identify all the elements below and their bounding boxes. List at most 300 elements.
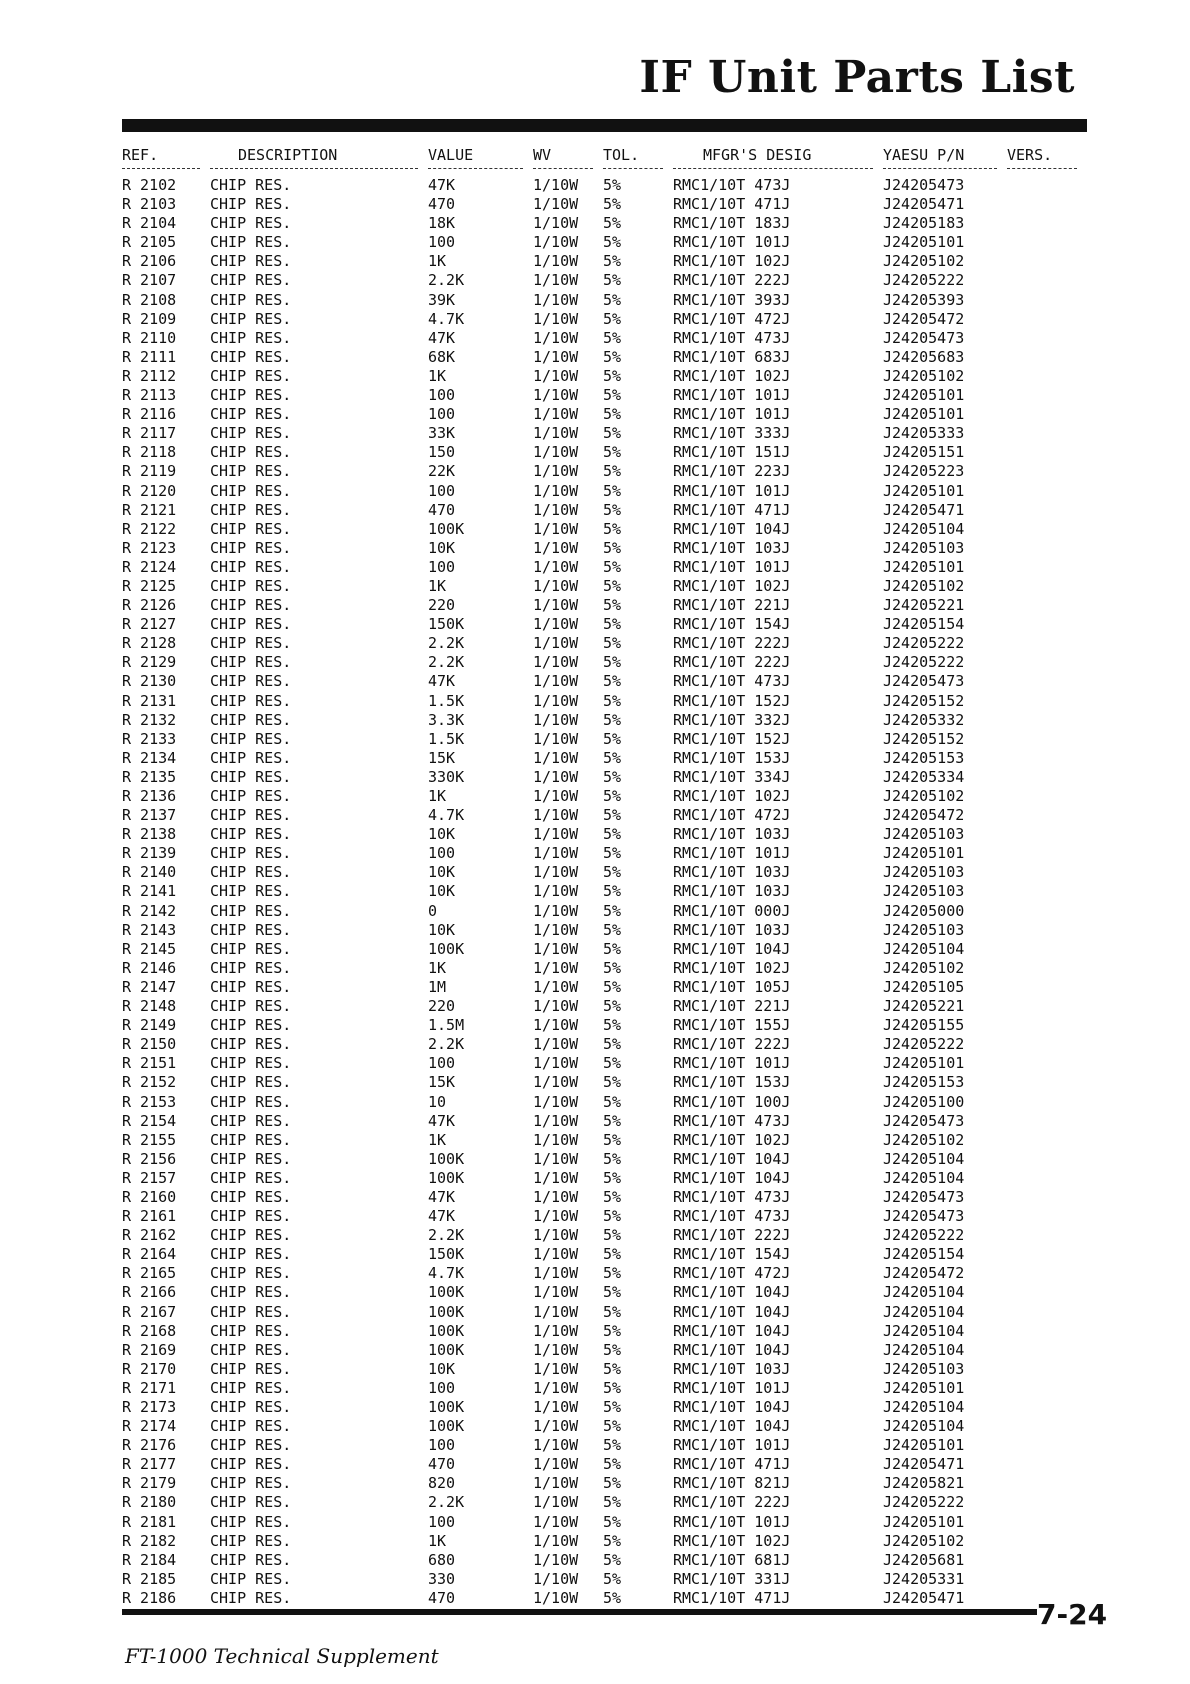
table-row <box>122 482 1087 501</box>
tol-cell: 5% <box>603 977 622 996</box>
description-cell: CHIP RES. <box>210 290 292 309</box>
tol-cell: 5% <box>603 1054 622 1073</box>
value-cell: 2.2K <box>428 634 465 653</box>
mfgr-cell: RMC1/10T 104J <box>673 519 791 538</box>
vers-cell <box>1007 1188 1087 1207</box>
table-row <box>122 252 1087 271</box>
vers-cell <box>1007 634 1087 653</box>
vers-cell <box>1007 1436 1087 1455</box>
description-cell: CHIP RES. <box>210 576 292 595</box>
header-divider <box>122 166 1087 176</box>
ref-cell: R 2143 <box>122 920 177 939</box>
yaesu-pn-cell: J24205102 <box>883 787 965 805</box>
mfgr-cell: RMC1/10T 221J <box>673 596 791 615</box>
mfgr-cell: RMC1/10T 101J <box>673 1512 791 1531</box>
mfgr-cell: RMC1/10T 473J <box>673 176 791 194</box>
mfgr-cell: RMC1/10T 222J <box>673 1035 791 1054</box>
vers-cell <box>1007 1379 1087 1398</box>
yaesu-pn-cell: J24205222 <box>883 653 965 672</box>
mfgr-cell: RMC1/10T 103J <box>673 920 791 939</box>
wv-cell: 1/10W <box>533 997 579 1016</box>
table-row <box>122 749 1087 768</box>
wv-cell: 1/10W <box>533 653 579 672</box>
value-cell: 680 <box>428 1550 456 1569</box>
wv-cell: 1/10W <box>533 462 579 481</box>
vers-cell <box>1007 1283 1087 1302</box>
value-cell: 1M <box>428 977 447 996</box>
mfgr-cell: RMC1/10T 103J <box>673 863 791 882</box>
table-row <box>122 615 1087 634</box>
vers-cell <box>1007 921 1087 940</box>
description-cell: CHIP RES. <box>210 481 292 500</box>
ref-cell: R 2119 <box>122 462 177 481</box>
tol-cell: 5% <box>603 615 622 634</box>
vers-cell <box>1007 1532 1087 1551</box>
table-row <box>122 1207 1087 1226</box>
wv-cell: 1/10W <box>533 748 579 767</box>
yaesu-pn-cell: J24205103 <box>883 863 965 882</box>
table-row <box>122 902 1087 921</box>
ref-cell: R 2179 <box>122 1474 177 1493</box>
table-row <box>122 271 1087 290</box>
yaesu-pn-cell: J24205102 <box>883 576 965 595</box>
ref-cell: R 2108 <box>122 290 177 309</box>
ref-cell: R 2145 <box>122 939 177 958</box>
description-cell: CHIP RES. <box>210 977 292 996</box>
table-row <box>122 768 1087 787</box>
table-row <box>122 596 1087 615</box>
yaesu-pn-cell: J24205221 <box>883 997 965 1016</box>
col-header-description: DESCRIPTION <box>238 146 338 164</box>
tol-cell: 5% <box>603 901 622 920</box>
vers-cell <box>1007 1226 1087 1245</box>
yaesu-pn-cell: J24205821 <box>883 1474 965 1493</box>
tol-cell: 5% <box>603 1588 622 1607</box>
mfgr-cell: RMC1/10T 100J <box>673 1092 791 1111</box>
mfgr-cell: RMC1/10T 102J <box>673 576 791 595</box>
tol-cell: 5% <box>603 1398 622 1416</box>
tol-cell: 5% <box>603 1474 622 1493</box>
vers-cell <box>1007 539 1087 558</box>
value-cell: 100 <box>428 233 456 252</box>
vers-cell <box>1007 768 1087 787</box>
wv-cell: 1/10W <box>533 176 579 194</box>
description-cell: CHIP RES. <box>210 309 292 328</box>
value-cell: 100K <box>428 1417 465 1436</box>
ref-cell: R 2174 <box>122 1417 177 1436</box>
table-row <box>122 634 1087 653</box>
vers-cell <box>1007 214 1087 233</box>
tol-cell: 5% <box>603 1073 622 1092</box>
table-row <box>122 692 1087 711</box>
ref-cell: R 2160 <box>122 1187 177 1206</box>
ref-cell: R 2138 <box>122 825 177 844</box>
wv-cell: 1/10W <box>533 1512 579 1531</box>
value-cell: 100K <box>428 939 465 958</box>
table-row <box>122 1283 1087 1302</box>
tol-cell: 5% <box>603 1035 622 1054</box>
value-cell: 470 <box>428 1588 456 1607</box>
table-row <box>122 863 1087 882</box>
tol-cell: 5% <box>603 1493 622 1512</box>
mfgr-cell: RMC1/10T 821J <box>673 1474 791 1493</box>
vers-cell <box>1007 1169 1087 1188</box>
ref-cell: R 2128 <box>122 634 177 653</box>
value-cell: 330 <box>428 1569 456 1588</box>
description-cell: CHIP RES. <box>210 939 292 958</box>
description-cell: CHIP RES. <box>210 1187 292 1206</box>
description-cell: CHIP RES. <box>210 1168 292 1187</box>
wv-cell: 1/10W <box>533 920 579 939</box>
mfgr-cell: RMC1/10T 393J <box>673 290 791 309</box>
description-cell: CHIP RES. <box>210 1016 292 1035</box>
yaesu-pn-cell: J24205473 <box>883 328 965 347</box>
description-cell: CHIP RES. <box>210 901 292 920</box>
yaesu-pn-cell: J24205334 <box>883 767 965 786</box>
yaesu-pn-cell: J24205102 <box>883 252 965 271</box>
wv-cell: 1/10W <box>533 672 579 691</box>
mfgr-cell: RMC1/10T 103J <box>673 538 791 557</box>
table-row <box>122 386 1087 405</box>
table-row <box>122 1532 1087 1551</box>
description-cell: CHIP RES. <box>210 672 292 691</box>
wv-cell: 1/10W <box>533 634 579 653</box>
wv-cell: 1/10W <box>533 1168 579 1187</box>
tol-cell: 5% <box>603 309 622 328</box>
description-cell: CHIP RES. <box>210 691 292 710</box>
value-cell: 150 <box>428 443 456 462</box>
tol-cell: 5% <box>603 328 622 347</box>
tol-cell: 5% <box>603 1187 622 1206</box>
table-row <box>122 558 1087 577</box>
tol-cell: 5% <box>603 1016 622 1035</box>
description-cell: CHIP RES. <box>210 538 292 557</box>
tol-cell: 5% <box>603 1531 622 1550</box>
value-cell: 15K <box>428 748 456 767</box>
ref-cell: R 2106 <box>122 252 177 271</box>
vers-cell <box>1007 1455 1087 1474</box>
mfgr-cell: RMC1/10T 222J <box>673 1493 791 1512</box>
ref-cell: R 2150 <box>122 1035 177 1054</box>
description-cell: CHIP RES. <box>210 1531 292 1550</box>
wv-cell: 1/10W <box>533 1111 579 1130</box>
vers-cell <box>1007 730 1087 749</box>
col-header-tol: TOL. <box>603 146 640 164</box>
yaesu-pn-cell: J24205222 <box>883 1493 965 1512</box>
ref-cell: R 2135 <box>122 767 177 786</box>
mfgr-cell: RMC1/10T 102J <box>673 366 791 385</box>
tol-cell: 5% <box>603 1130 622 1149</box>
mfgr-cell: RMC1/10T 472J <box>673 309 791 328</box>
wv-cell: 1/10W <box>533 939 579 958</box>
tol-cell: 5% <box>603 1302 622 1321</box>
tol-cell: 5% <box>603 1283 622 1302</box>
vers-cell <box>1007 672 1087 691</box>
vers-cell <box>1007 844 1087 863</box>
description-cell: CHIP RES. <box>210 787 292 805</box>
tol-cell: 5% <box>603 1321 622 1340</box>
wv-cell: 1/10W <box>533 1455 579 1474</box>
ref-cell: R 2136 <box>122 787 177 805</box>
description-cell: CHIP RES. <box>210 1130 292 1149</box>
vers-cell <box>1007 1131 1087 1150</box>
vers-cell <box>1007 577 1087 596</box>
mfgr-cell: RMC1/10T 101J <box>673 1436 791 1455</box>
value-cell: 68K <box>428 347 456 366</box>
mfgr-cell: RMC1/10T 154J <box>673 615 791 634</box>
table-row <box>122 1417 1087 1436</box>
wv-cell: 1/10W <box>533 424 579 443</box>
vers-cell <box>1007 1054 1087 1073</box>
value-cell: 10K <box>428 1359 456 1378</box>
ref-cell: R 2180 <box>122 1493 177 1512</box>
mfgr-cell: RMC1/10T 101J <box>673 1054 791 1073</box>
description-cell: CHIP RES. <box>210 366 292 385</box>
table-row <box>122 787 1087 806</box>
value-cell: 150K <box>428 615 465 634</box>
mfgr-cell: RMC1/10T 222J <box>673 271 791 290</box>
value-cell: 10K <box>428 825 456 844</box>
mfgr-cell: RMC1/10T 101J <box>673 481 791 500</box>
tol-cell: 5% <box>603 1455 622 1474</box>
ref-cell: R 2124 <box>122 557 177 576</box>
wv-cell: 1/10W <box>533 1531 579 1550</box>
tol-cell: 5% <box>603 1359 622 1378</box>
wv-cell: 1/10W <box>533 1321 579 1340</box>
table-row <box>122 1016 1087 1035</box>
table-row <box>122 1035 1087 1054</box>
vers-cell <box>1007 291 1087 310</box>
yaesu-pn-cell: J24205683 <box>883 347 965 366</box>
value-cell: 1.5K <box>428 729 465 748</box>
table-row <box>122 424 1087 443</box>
yaesu-pn-cell: J24205103 <box>883 920 965 939</box>
table-row <box>122 653 1087 672</box>
mfgr-cell: RMC1/10T 334J <box>673 767 791 786</box>
wv-cell: 1/10W <box>533 825 579 844</box>
yaesu-pn-cell: J24205104 <box>883 519 965 538</box>
value-cell: 330K <box>428 767 465 786</box>
ref-cell: R 2152 <box>122 1073 177 1092</box>
ref-cell: R 2141 <box>122 882 177 901</box>
vers-cell <box>1007 997 1087 1016</box>
yaesu-pn-cell: J24205105 <box>883 977 965 996</box>
table-row <box>122 291 1087 310</box>
wv-cell: 1/10W <box>533 195 579 214</box>
tol-cell: 5% <box>603 1436 622 1455</box>
ref-cell: R 2151 <box>122 1054 177 1073</box>
value-cell: 4.7K <box>428 806 465 825</box>
mfgr-cell: RMC1/10T 222J <box>673 634 791 653</box>
value-cell: 220 <box>428 997 456 1016</box>
wv-cell: 1/10W <box>533 1588 579 1607</box>
wv-cell: 1/10W <box>533 1092 579 1111</box>
vers-cell <box>1007 310 1087 329</box>
vers-cell <box>1007 520 1087 539</box>
ref-cell: R 2112 <box>122 366 177 385</box>
description-cell: CHIP RES. <box>210 1283 292 1302</box>
table-row <box>122 1093 1087 1112</box>
ref-cell: R 2111 <box>122 347 177 366</box>
value-cell: 100 <box>428 405 456 424</box>
table-row <box>122 214 1087 233</box>
table-row <box>122 462 1087 481</box>
ref-cell: R 2162 <box>122 1226 177 1245</box>
tol-cell: 5% <box>603 748 622 767</box>
tol-cell: 5% <box>603 958 622 977</box>
vers-cell <box>1007 271 1087 290</box>
mfgr-cell: RMC1/10T 472J <box>673 806 791 825</box>
yaesu-pn-cell: J24205681 <box>883 1550 965 1569</box>
tol-cell: 5% <box>603 710 622 729</box>
description-cell: CHIP RES. <box>210 882 292 901</box>
value-cell: 470 <box>428 500 456 519</box>
ref-cell: R 2130 <box>122 672 177 691</box>
value-cell: 1K <box>428 787 447 805</box>
wv-cell: 1/10W <box>533 1569 579 1588</box>
ref-cell: R 2125 <box>122 576 177 595</box>
tol-cell: 5% <box>603 462 622 481</box>
description-cell: CHIP RES. <box>210 1512 292 1531</box>
wv-cell: 1/10W <box>533 1493 579 1512</box>
mfgr-cell: RMC1/10T 223J <box>673 462 791 481</box>
col-header-yaesu-pn: YAESU P/N <box>883 146 965 164</box>
vers-cell <box>1007 1513 1087 1532</box>
mfgr-cell: RMC1/10T 155J <box>673 1016 791 1035</box>
wv-cell: 1/10W <box>533 1149 579 1168</box>
table-row <box>122 1150 1087 1169</box>
wv-cell: 1/10W <box>533 538 579 557</box>
table-row <box>122 672 1087 691</box>
mfgr-cell: RMC1/10T 101J <box>673 405 791 424</box>
yaesu-pn-cell: J24205154 <box>883 1245 965 1264</box>
tol-cell: 5% <box>603 424 622 443</box>
vers-cell <box>1007 1016 1087 1035</box>
ref-cell: R 2149 <box>122 1016 177 1035</box>
table-row <box>122 1131 1087 1150</box>
vers-cell <box>1007 1303 1087 1322</box>
tol-cell: 5% <box>603 634 622 653</box>
ref-cell: R 2171 <box>122 1378 177 1397</box>
yaesu-pn-cell: J24205104 <box>883 1321 965 1340</box>
ref-cell: R 2103 <box>122 195 177 214</box>
description-cell: CHIP RES. <box>210 1398 292 1416</box>
table-row <box>122 1570 1087 1589</box>
wv-cell: 1/10W <box>533 1130 579 1149</box>
ref-cell: R 2185 <box>122 1569 177 1588</box>
yaesu-pn-cell: J24205101 <box>883 405 965 424</box>
description-cell: CHIP RES. <box>210 1550 292 1569</box>
value-cell: 18K <box>428 214 456 233</box>
table-row <box>122 501 1087 520</box>
value-cell: 4.7K <box>428 1264 465 1283</box>
vers-cell <box>1007 195 1087 214</box>
table-row <box>122 1169 1087 1188</box>
vers-cell <box>1007 405 1087 424</box>
yaesu-pn-cell: J24205101 <box>883 481 965 500</box>
value-cell: 1K <box>428 576 447 595</box>
value-cell: 100 <box>428 1378 456 1397</box>
tol-cell: 5% <box>603 767 622 786</box>
vers-cell <box>1007 863 1087 882</box>
yaesu-pn-cell: J24205471 <box>883 1455 965 1474</box>
table-row <box>122 1379 1087 1398</box>
header-row <box>122 144 1087 166</box>
description-cell: CHIP RES. <box>210 252 292 271</box>
table-row <box>122 730 1087 749</box>
mfgr-cell: RMC1/10T 102J <box>673 252 791 271</box>
mfgr-cell: RMC1/10T 473J <box>673 1207 791 1226</box>
description-cell: CHIP RES. <box>210 748 292 767</box>
table-row <box>122 959 1087 978</box>
table-row <box>122 978 1087 997</box>
mfgr-cell: RMC1/10T 471J <box>673 195 791 214</box>
mfgr-cell: RMC1/10T 103J <box>673 882 791 901</box>
value-cell: 100 <box>428 844 456 863</box>
value-cell: 150K <box>428 1245 465 1264</box>
tol-cell: 5% <box>603 519 622 538</box>
description-cell: CHIP RES. <box>210 1226 292 1245</box>
vers-cell <box>1007 1417 1087 1436</box>
description-cell: CHIP RES. <box>210 443 292 462</box>
vers-cell <box>1007 367 1087 386</box>
value-cell: 220 <box>428 596 456 615</box>
table-row <box>122 1398 1087 1417</box>
yaesu-pn-cell: J24205151 <box>883 443 965 462</box>
yaesu-pn-cell: J24205101 <box>883 1436 965 1455</box>
value-cell: 2.2K <box>428 1035 465 1054</box>
ref-cell: R 2173 <box>122 1398 177 1416</box>
yaesu-pn-cell: J24205393 <box>883 290 965 309</box>
tol-cell: 5% <box>603 806 622 825</box>
description-cell: CHIP RES. <box>210 271 292 290</box>
vers-cell <box>1007 1493 1087 1512</box>
description-cell: CHIP RES. <box>210 729 292 748</box>
vers-cell <box>1007 329 1087 348</box>
value-cell: 470 <box>428 1455 456 1474</box>
ref-cell: R 2126 <box>122 596 177 615</box>
ref-cell: R 2134 <box>122 748 177 767</box>
table-row <box>122 520 1087 539</box>
yaesu-pn-cell: J24205153 <box>883 748 965 767</box>
ref-cell: R 2170 <box>122 1359 177 1378</box>
tol-cell: 5% <box>603 1550 622 1569</box>
value-cell: 1K <box>428 1531 447 1550</box>
ref-cell: R 2131 <box>122 691 177 710</box>
yaesu-pn-cell: J24205473 <box>883 176 965 194</box>
vers-cell <box>1007 825 1087 844</box>
mfgr-cell: RMC1/10T 102J <box>673 787 791 805</box>
description-cell: CHIP RES. <box>210 519 292 538</box>
table-row <box>122 882 1087 901</box>
value-cell: 100K <box>428 1149 465 1168</box>
vers-cell <box>1007 386 1087 405</box>
table-row <box>122 997 1087 1016</box>
tol-cell: 5% <box>603 1207 622 1226</box>
vers-cell <box>1007 596 1087 615</box>
wv-cell: 1/10W <box>533 309 579 328</box>
table-row <box>122 806 1087 825</box>
vers-cell <box>1007 1341 1087 1360</box>
description-cell: CHIP RES. <box>210 405 292 424</box>
description-cell: CHIP RES. <box>210 1378 292 1397</box>
description-cell: CHIP RES. <box>210 710 292 729</box>
mfgr-cell: RMC1/10T 101J <box>673 557 791 576</box>
value-cell: 33K <box>428 424 456 443</box>
mfgr-cell: RMC1/10T 152J <box>673 729 791 748</box>
value-cell: 47K <box>428 672 456 691</box>
description-cell: CHIP RES. <box>210 958 292 977</box>
